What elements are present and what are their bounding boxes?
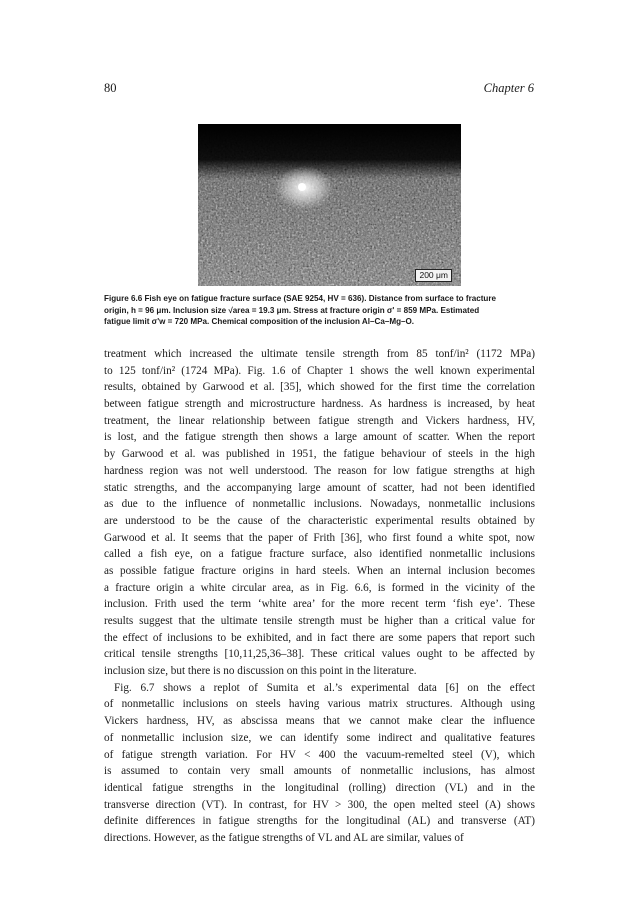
text-line: results, obtained by Garwood et al. [35], which showed for the first time the correlation <box>104 381 535 394</box>
text-line: definite differences in fatigue strengths for the longitudinal (AL) and transverse (AT) <box>104 815 535 828</box>
text-line: static strengths, and the accompanying large amount of scatter, had not been identified <box>104 481 535 494</box>
figure-caption <box>104 293 535 328</box>
text-line: Vickers hardness, HV, as abscissa means that we cannot make clear the influence <box>104 715 535 728</box>
text-line: results suggest that the ultimate tensile strength must be higher than a critical value for <box>104 615 535 627</box>
text-line: Garwood et al. It seems that the paper of Frith [36], who first found a white spot, now <box>104 531 535 544</box>
text-line: inclusion size, but there is no discussion on this point in the literature. <box>104 665 417 678</box>
text-line: the effect of inclusions to be exhibited, and in fact there are some papers that report such <box>104 631 535 644</box>
text-line: inclusion. Frith used the term ‘white area’ for the more recent term ‘fish eye’. These <box>104 598 535 611</box>
text-line: as possible fatigue fracture origins in hard steels. When an internal inclusion becomes <box>104 564 535 577</box>
text-line: of nonmetallic inclusions on steels having various matrix structures. Although using <box>104 698 535 711</box>
text-line: of nonmetallic inclusion size, we can identify some indirect and qualitative features <box>104 731 535 744</box>
text-line: directions. However, as the fatigue strengths of VL and AL are similar, values of <box>104 831 464 844</box>
running-head: Chapter 6 <box>483 81 534 95</box>
text-line: identical fatigue strengths in the longitudinal (rolling) direction (VL) and in the <box>104 781 535 794</box>
text-line: as due to the influence of nonmetallic inclusions. Nowadays, nonmetallic inclusions <box>104 498 535 511</box>
fish-eye-micrograph <box>198 124 461 286</box>
caption-line: fatigue limit σ'w = 720 MPa. Chemical composition of the inclusion Al–Ca–Mg–O. <box>104 317 415 327</box>
page-number: 80 <box>104 81 117 95</box>
caption-line: origin, h = 96 μm. Inclusion size √area = 19.3 μm. Stress at fracture origin σ' = 859 MPa. Estimated <box>104 305 480 315</box>
text-line: treatment which increased the ultimate tensile strength from 85 tonf/in² (1172 MPa) <box>104 348 535 360</box>
paragraph-1 <box>104 346 535 680</box>
text-line: between fatigue strength and microstructure hardness. As hardness is increased, by heat <box>104 398 535 411</box>
text-line: called a fish eye, on a fatigue fracture surface, also identified nonmetallic inclusions <box>104 548 535 561</box>
caption-line: Figure 6.6 Fish eye on fatigue fracture surface (SAE 9254, HV = 636). Distance from surface to fracture <box>104 294 497 303</box>
paragraph-2 <box>104 680 535 847</box>
text-line: Fig. 6.7 shows a replot of Sumita et al.’s experimental data [6] on the effect <box>114 681 535 694</box>
text-line: transverse direction (VT). In contrast, for HV > 300, the open melted steel (A) shows <box>104 798 535 811</box>
text-line: a fracture origin a white circular area, as in Fig. 6.6, is formed in the vicinity of the <box>104 581 535 594</box>
text-line: are understood to be the cause of the characteristic experimental results obtained by <box>104 514 535 527</box>
text-line: to 125 tonf/in² (1724 MPa). Fig. 1.6 of Chapter 1 shows the well known experimental <box>104 364 535 377</box>
text-line: treatment, the linear relationship between fatigue strength and Vickers hardness, HV, <box>104 414 535 427</box>
text-line: critical tensile strengths [10,11,25,36–38]. These critical values ought to be affected by <box>104 648 535 661</box>
scale-bar: 200 μm <box>415 269 452 282</box>
text-line: by Garwood et al. was published in 1951, the fatigue behaviour of steels in the high <box>104 448 535 461</box>
text-line: is lost, and the fatigue strength then shows a large amount of scatter. When the report <box>104 431 535 444</box>
text-line: is assumed to contain very small amounts of nonmetallic inclusions, has almost <box>104 765 535 778</box>
text-line: of fatigue strength variation. For HV < 400 the vacuum-remelted steel (V), which <box>104 748 535 761</box>
body-text <box>104 346 535 847</box>
micrograph-image <box>198 124 461 286</box>
text-line: hardness region was not well understood. The reason for low fatigue strengths at high <box>104 464 535 477</box>
